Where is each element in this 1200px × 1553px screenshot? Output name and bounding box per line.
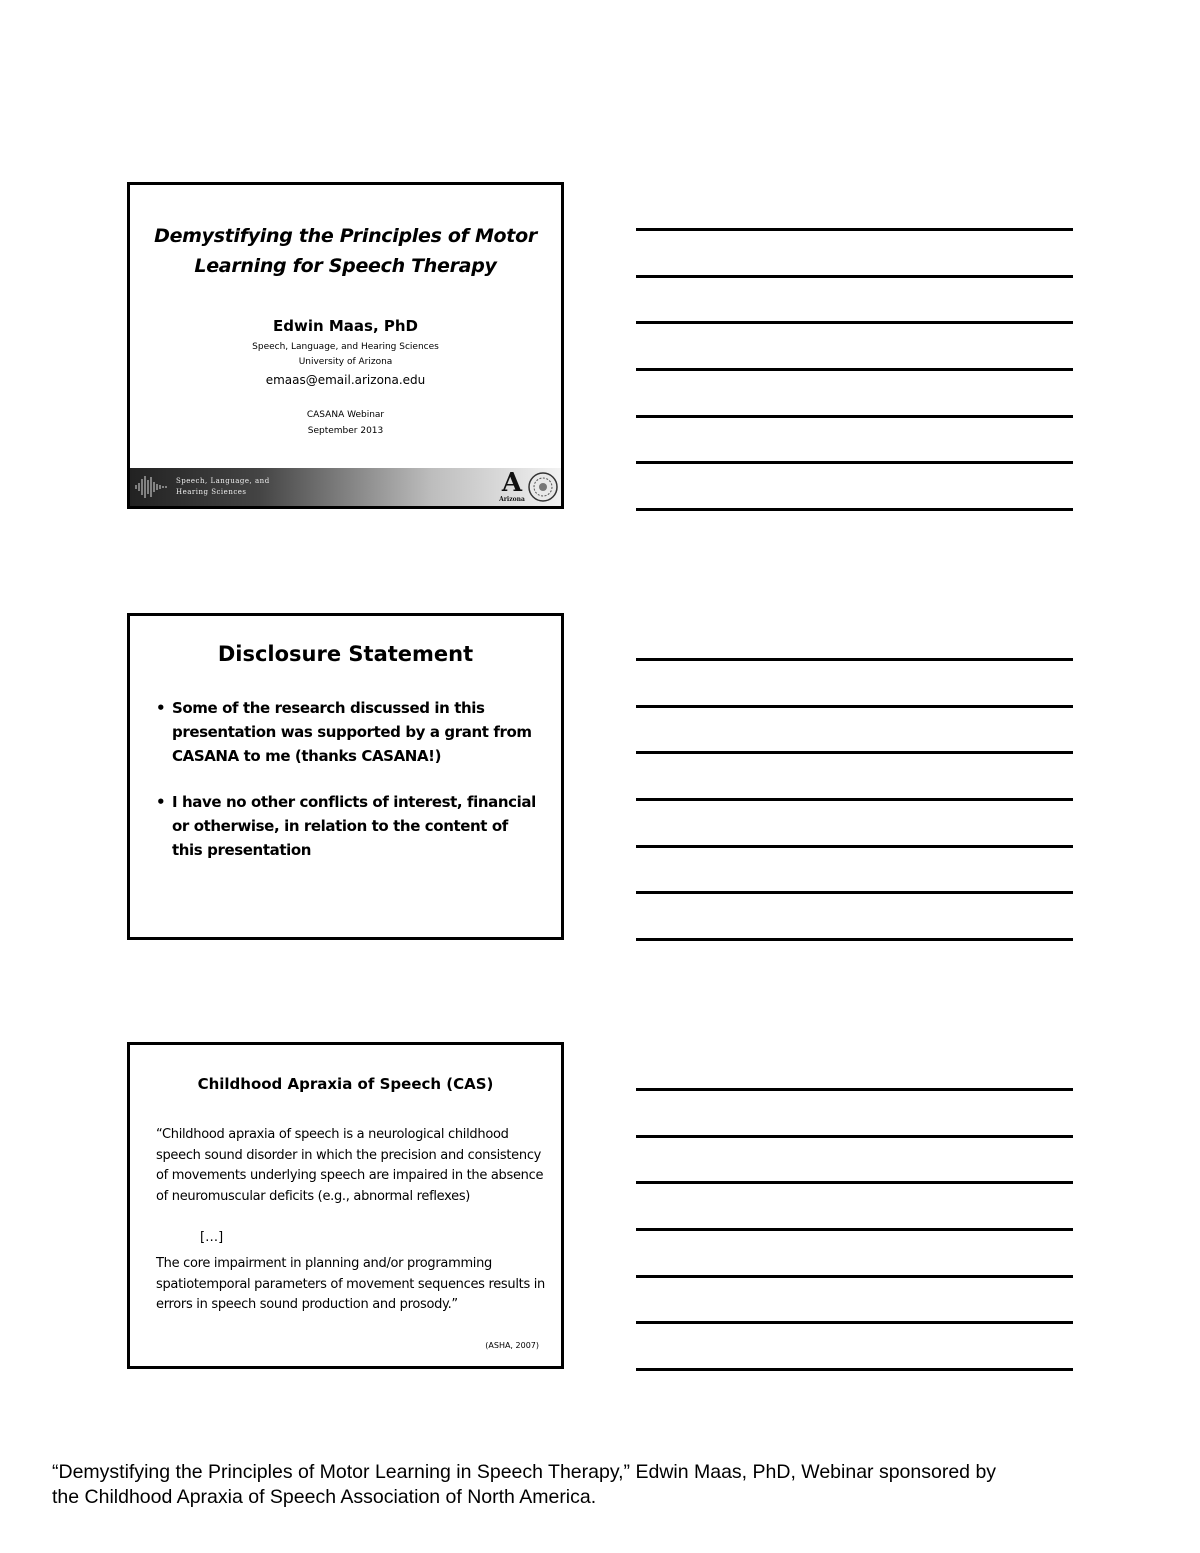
slide-2 [127,613,564,940]
note-line [636,891,1073,894]
quote-part-2: The core impairment in planning and/or programming spatiotemporal parameters of movement sequences results in errors in speech sound production and prosody.” [156,1256,545,1312]
note-line [636,321,1073,324]
note-line [636,1228,1073,1231]
bullet-text: Some of the research discussed in this presentation was supported by a grant from CASANA to me (thanks CASANA!) [172,699,532,765]
title-line-1: Demystifying the Principles of Motor [154,225,537,247]
note-line [636,275,1073,278]
university: University of Arizona [298,357,393,367]
bullet-icon: • [156,793,166,811]
university-seal-icon [527,471,559,503]
quote-part-1: “Childhood apraxia of speech is a neurological childhood speech sound disorder in which the precision and consistency of movements underlying speech are impaired in the absence of neuromuscular deficits (e.g., abnormal reflexes) [156,1127,544,1204]
note-line [636,1135,1073,1138]
note-line [636,415,1073,418]
department-banner [176,476,270,498]
bullet-list [156,696,541,884]
author-name: Edwin Maas, PhD [272,317,419,335]
note-line [636,658,1073,661]
page-footer-caption: “Demystifying the Principles of Motor Learning in Speech Therapy,” Edwin Maas, PhD, Webinar sponsored by the Childhood Apraxia of Speech Association of North America. [52,1461,997,1508]
banner-line-2: Hearing Sciences [176,488,247,496]
slide-1 [127,182,564,509]
note-line [636,228,1073,231]
title-line-2: Learning for Speech Therapy [194,255,497,277]
bullet-item [156,696,541,768]
note-line [636,1181,1073,1184]
note-line [636,1321,1073,1324]
note-line [636,1088,1073,1091]
note-line [636,1368,1073,1371]
affiliation [130,340,561,370]
note-line [636,368,1073,371]
note-line [636,461,1073,464]
slide-footer-banner [130,468,561,506]
slide-heading: Disclosure Statement [217,642,474,666]
note-line [636,845,1073,848]
waveform-icon [134,474,172,500]
event-date: September 2013 [307,426,384,436]
event-name: CASANA Webinar [306,410,385,420]
slide-heading: Childhood Apraxia of Speech (CAS) [197,1075,494,1093]
citation: (ASHA, 2007) [485,1341,539,1350]
logo-letter: A [501,468,523,498]
bullet-item [156,790,541,862]
note-line [636,938,1073,941]
note-line [636,508,1073,511]
bullet-text: I have no other conflicts of interest, financial or otherwise, in relation to the content of this presentation [172,793,536,859]
bullet-icon: • [156,699,166,717]
logo-word: Arizona [499,496,525,503]
department: Speech, Language, and Hearing Sciences [252,342,439,352]
event-info [130,407,561,439]
author-email: emaas@email.arizona.edu [265,373,426,387]
note-line [636,705,1073,708]
note-line [636,751,1073,754]
ellipsis: […] [200,1230,224,1245]
university-logo [499,470,525,504]
note-line [636,1275,1073,1278]
note-line [636,798,1073,801]
banner-line-1: Speech, Language, and [176,477,270,485]
slide-title [130,221,561,281]
slide-3 [127,1042,564,1369]
